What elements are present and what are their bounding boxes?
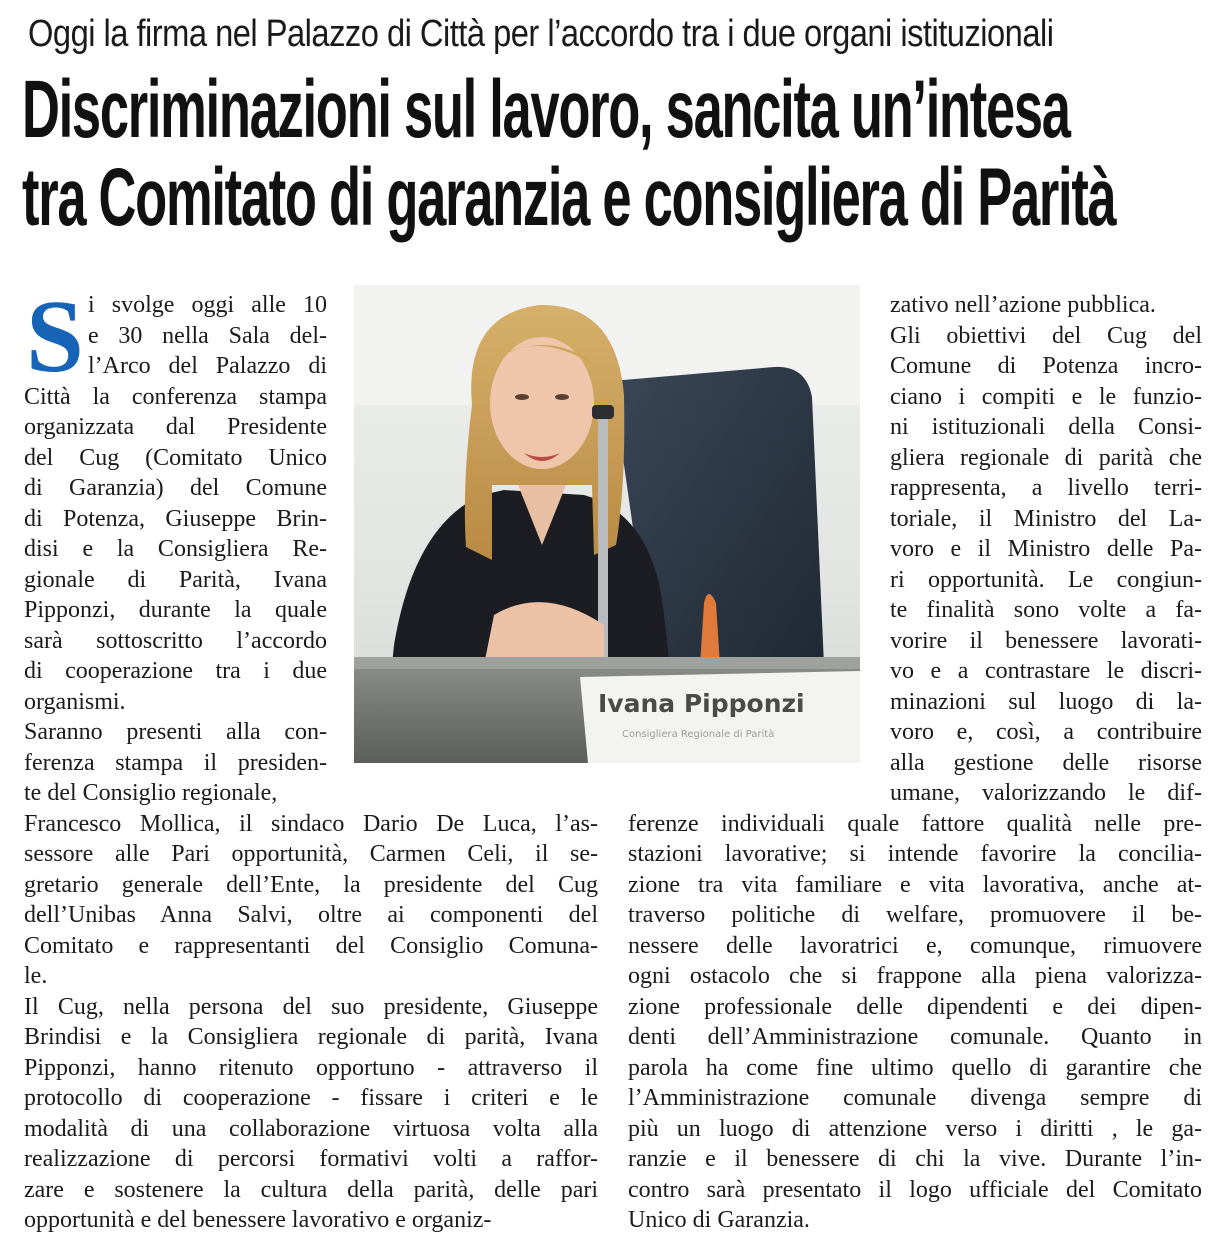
body-text-line: Pipponzi, durante la quale: [24, 597, 327, 623]
body-text-line: sessore alle Pari opportunità, Carmen Celi, il se-: [24, 841, 598, 867]
body-text-line: l’Amministrazione comunale divenga sempre di: [628, 1085, 1202, 1111]
body-text-line: i svolge oggi alle 10: [88, 292, 327, 318]
body-text-line: ferenze individuali quale fattore qualità nelle pre-: [628, 810, 1202, 837]
body-text-line: Gli obiettivi del Cug del: [890, 322, 1202, 349]
body-text-line: modalità di una collaborazione virtuosa volta alla: [24, 1115, 598, 1142]
body-text-line: gionale di Parità, Ivana: [24, 566, 327, 593]
body-text-line: protocollo di cooperazione - fissare i criteri e le: [24, 1085, 598, 1111]
drop-cap: S: [26, 279, 84, 394]
body-text-line: di Garanzia) del Comune: [24, 475, 327, 501]
body-text-line: Francesco Mollica, il sindaco Dario De Luca, l’as-: [24, 810, 598, 837]
body-text-line: ranzie e il benessere di chi la vive. Durante l’in-: [628, 1146, 1202, 1172]
body-text-line: opportunità e del benessere lavorativo e organiz-: [24, 1207, 492, 1233]
body-text-line: gliera regionale di parità che: [890, 444, 1202, 471]
body-text-line: voro e, così, a contribuire: [890, 719, 1202, 745]
body-text-line: Saranno presenti alla con-: [24, 719, 327, 745]
body-text-line: e 30 nella Sala del-: [88, 322, 327, 349]
body-text-line: Unico di Garanzia.: [628, 1207, 810, 1233]
body-text-line: te finalità sono volte a fa-: [890, 597, 1202, 623]
body-text-line: Città la conferenza stampa: [24, 383, 327, 410]
body-text-line: Brindisi e la Consigliera regionale di parità, Ivana: [24, 1024, 598, 1050]
body-text-line: più un luogo di attenzione verso i diritti , le ga-: [628, 1115, 1202, 1142]
body-text-line: zare e sostenere la cultura della parità, delle pari: [24, 1176, 598, 1203]
body-text-line: zione professionale delle dipendenti e dei dipen-: [628, 993, 1202, 1020]
body-text-line: ferenza stampa il presiden-: [24, 749, 327, 776]
body-text-line: di Potenza, Giuseppe Brin-: [24, 505, 327, 532]
body-text-line: del Cug (Comitato Unico: [24, 444, 327, 471]
body-text-line: contro sarà presentato il logo ufficiale del Comitato: [628, 1176, 1202, 1203]
body-text-line: zione tra vita familiare e vita lavorativa, anche at-: [628, 871, 1202, 898]
body-text-line: ciano i compiti e le funzio-: [890, 383, 1202, 410]
body-text-line: parola ha come fine ultimo quello di garantire che: [628, 1054, 1202, 1081]
body-text-line: organizzata dal Presidente: [24, 414, 327, 440]
body-text-line: zativo nell’azione pubblica.: [890, 292, 1156, 318]
body-text-line: organismi.: [24, 688, 126, 715]
article-photo: [354, 285, 860, 763]
body-text-line: ri opportunità. Le congiun-: [890, 566, 1202, 593]
body-text-line: umane, valorizzando le dif-: [890, 780, 1202, 806]
headline-line-1: Discriminazioni sul lavoro, sancita un’intesa: [22, 64, 1070, 155]
body-text-line: Comune di Potenza incro-: [890, 353, 1202, 379]
body-text-line: minazioni sul luogo di la-: [890, 688, 1202, 715]
article-kicker: Oggi la firma nel Palazzo di Città per l’accordo tra i due organi istituzionali: [28, 13, 1054, 55]
body-text-line: rappresenta, a livello terri-: [890, 475, 1202, 501]
body-text-line: l’Arco del Palazzo di: [88, 353, 327, 379]
body-text-line: le.: [24, 963, 48, 989]
body-text-line: vo e a contrastare le discri-: [890, 658, 1202, 684]
body-text-line: toriale, il Ministro del La-: [890, 505, 1202, 532]
body-text-line: Comitato e rappresentanti del Consiglio Comuna-: [24, 932, 598, 959]
body-text-line: realizzazione di percorsi formativi volti a raffor-: [24, 1146, 598, 1172]
body-text-line: Il Cug, nella persona del suo presidente, Giuseppe: [24, 993, 598, 1020]
body-text-line: sarà sottoscritto l’accordo: [24, 627, 327, 654]
nameplate-role: Consigliera Regionale di Parità: [622, 729, 775, 740]
body-text-line: gretario generale dell’Ente, la presidente del Cug: [24, 871, 598, 898]
body-text-line: traverso politiche di welfare, promuovere il be-: [628, 902, 1202, 928]
body-text-line: nessere delle lavoratrici e, comunque, rimuovere: [628, 932, 1202, 959]
body-text-line: alla gestione delle risorse: [890, 749, 1202, 776]
body-text-line: vorire il benessere lavorati-: [890, 627, 1202, 654]
body-text-line: te del Consiglio regionale,: [24, 780, 278, 806]
headline-line-2: tra Comitato di garanzia e consigliera di Parità: [22, 152, 1116, 243]
body-text-line: ogni ostacolo che si frappone alla piena valorizza-: [628, 963, 1202, 989]
nameplate-name: Ivana Pipponzi: [598, 689, 805, 718]
body-text-line: ni istituzionali della Consi-: [890, 414, 1202, 440]
body-text-line: di cooperazione tra i due: [24, 658, 327, 684]
body-text-line: dell’Unibas Anna Salvi, oltre ai componenti del: [24, 902, 598, 928]
body-text-line: stazioni lavorative; si intende favorire la concilia-: [628, 841, 1202, 867]
body-text-line: denti dell’Amministrazione comunale. Quanto in: [628, 1024, 1202, 1050]
body-text-line: voro e il Ministro delle Pa-: [890, 536, 1202, 562]
body-text-line: disi e la Consigliera Re-: [24, 536, 327, 562]
body-text-line: Pipponzi, hanno ritenuto opportuno - attraverso il: [24, 1054, 598, 1081]
